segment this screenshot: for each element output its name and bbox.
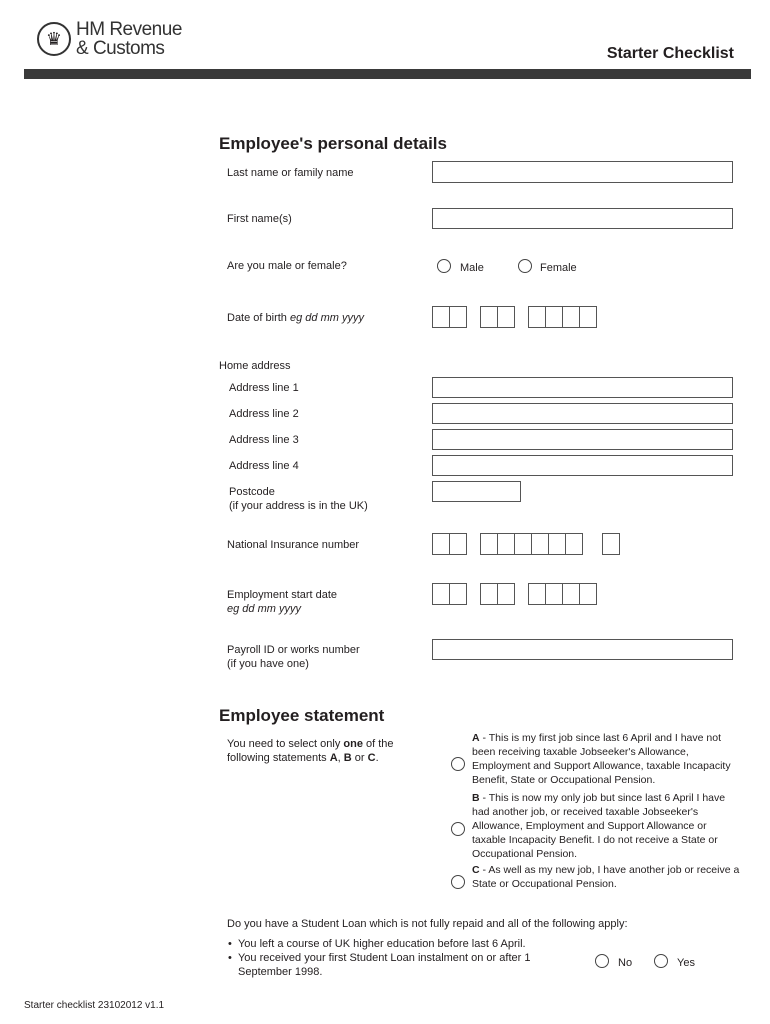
- statement-a-radio[interactable]: [451, 757, 465, 771]
- address-line-1-label: Address line 1: [229, 382, 299, 394]
- start-day-boxes[interactable]: [433, 583, 467, 605]
- ni-suffix-box[interactable]: [603, 533, 620, 555]
- start-date-hint: eg dd mm yyyy: [227, 603, 301, 615]
- character-box[interactable]: [562, 306, 580, 328]
- character-box[interactable]: [497, 306, 515, 328]
- character-box[interactable]: [480, 533, 498, 555]
- statement-c-text: C - As well as my new job, I have another job or receive a State or Occupational Pension.: [472, 864, 740, 890]
- female-radio[interactable]: [518, 259, 532, 273]
- statement-b-radio[interactable]: [451, 822, 465, 836]
- section-heading-statement: Employee statement: [219, 706, 385, 725]
- dob-month-boxes[interactable]: [481, 306, 515, 328]
- address-line-3-input[interactable]: [432, 429, 733, 450]
- payroll-label-text: Payroll ID or works number: [227, 644, 360, 656]
- character-box[interactable]: [449, 533, 467, 555]
- character-box[interactable]: [480, 583, 498, 605]
- statement-c-radio[interactable]: [451, 875, 465, 889]
- last-name-label: Last name or family name: [227, 167, 354, 179]
- character-box[interactable]: [497, 583, 515, 605]
- character-box[interactable]: [562, 583, 580, 605]
- gender-label: Are you male or female?: [227, 260, 347, 272]
- address-line-4-label: Address line 4: [229, 460, 299, 472]
- statement-a-text: A - This is my first job since last 6 April and I have not been receiving taxable Jobseeker's Allowance, Employment and Support Allowance, taxable Incapacity Benefit, State or Occupational Pension.: [472, 732, 731, 786]
- dob-label: [227, 311, 364, 325]
- character-box[interactable]: [432, 583, 450, 605]
- last-name-input[interactable]: [432, 161, 733, 183]
- dob-year-boxes[interactable]: [529, 306, 597, 328]
- address-line-2-label: Address line 2: [229, 408, 299, 420]
- student-loan-bullets: [228, 937, 563, 979]
- ni-number-label: National Insurance number: [227, 539, 360, 551]
- character-box[interactable]: [545, 583, 563, 605]
- page-title: Starter Checklist: [606, 45, 734, 62]
- address-line-3-label: Address line 3: [229, 434, 299, 446]
- postcode-label-text: Postcode: [229, 486, 275, 498]
- statement-instructions: You need to select only one of the following statements A, B or C.: [227, 738, 394, 764]
- address-line-1-input[interactable]: [432, 377, 733, 398]
- student-loan-yes-radio[interactable]: [654, 954, 668, 968]
- ni-digit-boxes[interactable]: [481, 533, 583, 555]
- male-radio[interactable]: [437, 259, 451, 273]
- start-year-boxes[interactable]: [529, 583, 597, 605]
- character-box[interactable]: [514, 533, 532, 555]
- student-loan-yes-label: Yes: [677, 957, 695, 969]
- bullet-2: • You received your first Student Loan instalment on or after 1 September 1998.: [228, 952, 531, 978]
- postcode-input[interactable]: [432, 481, 521, 502]
- payroll-hint: (if you have one): [227, 658, 309, 670]
- home-address-label: Home address: [219, 360, 291, 372]
- start-month-boxes[interactable]: [481, 583, 515, 605]
- character-box[interactable]: [432, 533, 450, 555]
- character-box[interactable]: [579, 583, 597, 605]
- character-box[interactable]: [545, 306, 563, 328]
- character-box[interactable]: [497, 533, 515, 555]
- postcode-hint: (if your address is in the UK): [229, 500, 368, 512]
- dob-hint: eg dd mm yyyy: [289, 312, 364, 324]
- statement-b-text: B - This is now my only job but since last 6 April I have had another job, or received taxable Jobseeker's Allowance, Employment and Support Allowance or taxable Incapacity Benefit. I do not receive a State or Occupational Pension.: [472, 792, 726, 860]
- first-name-label: First name(s): [227, 213, 292, 225]
- female-label: Female: [540, 262, 577, 274]
- dob-label-text: Date of birth: [227, 312, 287, 324]
- first-name-input[interactable]: [432, 208, 733, 229]
- crown-logo-icon: ♛: [37, 22, 71, 56]
- section-heading-personal: Employee's personal details: [219, 134, 447, 153]
- address-line-2-input[interactable]: [432, 403, 733, 424]
- org-line-1: HM Revenue: [76, 19, 182, 40]
- org-logo-text: [76, 20, 182, 58]
- bullet-1: • You left a course of UK higher education before last 6 April.: [228, 938, 526, 950]
- org-line-2: & Customs: [76, 38, 165, 59]
- address-line-4-input[interactable]: [432, 455, 733, 476]
- character-box[interactable]: [548, 533, 566, 555]
- character-box[interactable]: [480, 306, 498, 328]
- student-loan-no-label: No: [618, 957, 633, 969]
- footer-version: Starter checklist 23102012 v1.1: [24, 1000, 165, 1011]
- student-loan-question: Do you have a Student Loan which is not fully repaid and all of the following apply:: [227, 918, 628, 930]
- character-box[interactable]: [528, 306, 546, 328]
- dob-day-boxes[interactable]: [433, 306, 467, 328]
- character-box[interactable]: [449, 583, 467, 605]
- start-date-label: [227, 588, 337, 616]
- character-box[interactable]: [579, 306, 597, 328]
- start-date-label-text: Employment start date: [227, 589, 338, 601]
- character-box[interactable]: [602, 533, 620, 555]
- character-box[interactable]: [531, 533, 549, 555]
- ni-prefix-boxes[interactable]: [433, 533, 467, 555]
- character-box[interactable]: [565, 533, 583, 555]
- payroll-label: [227, 643, 360, 671]
- character-box[interactable]: [528, 583, 546, 605]
- postcode-label: [229, 485, 368, 513]
- character-box[interactable]: [432, 306, 450, 328]
- header-bar: [24, 69, 751, 79]
- payroll-input[interactable]: [432, 639, 733, 660]
- male-label: Male: [460, 262, 484, 274]
- character-box[interactable]: [449, 306, 467, 328]
- student-loan-no-radio[interactable]: [595, 954, 609, 968]
